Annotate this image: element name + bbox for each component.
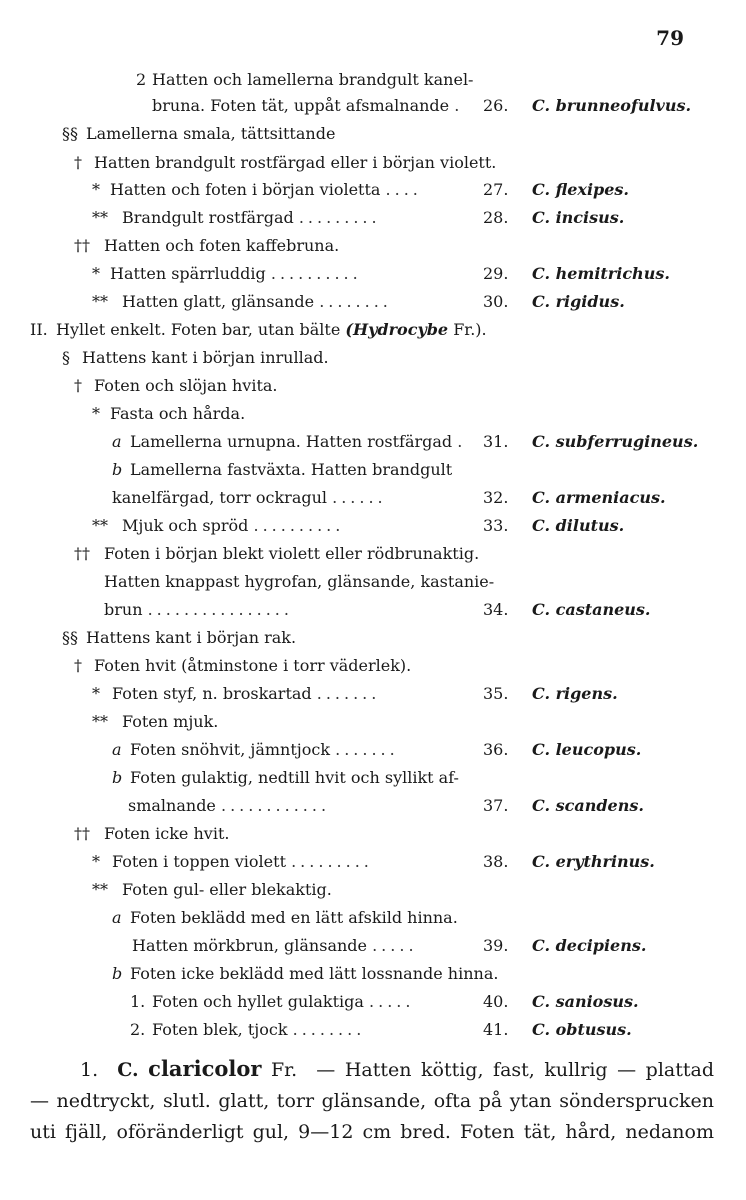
key-row-marker: a	[112, 740, 122, 759]
species-number: 35.	[483, 684, 509, 703]
key-row-text-main: Hattens kant i början inrullad.	[82, 348, 329, 367]
key-row	[0, 484, 746, 512]
key-row	[0, 540, 746, 568]
key-row	[0, 820, 746, 848]
key-row-text-main: Foten hvit (åtminstone i torr väderlek).	[94, 656, 412, 675]
key-row-text	[152, 66, 473, 94]
description-line-3: uti fjäll, oföränderligt gul, 9—12 cm bred. Foten tät, hård, nedanom	[30, 1121, 714, 1143]
key-row	[0, 372, 746, 400]
key-row-text-main: Lamellerna smala, tättsittande	[86, 124, 336, 143]
species-number: 37.	[483, 796, 509, 815]
species-number: 31.	[483, 432, 509, 451]
leader-dots: .....	[369, 992, 415, 1011]
key-row	[0, 120, 746, 148]
species-number: 29.	[483, 264, 509, 283]
key-row-marker: **	[92, 292, 108, 311]
species-number: 28.	[483, 208, 509, 227]
key-row-text	[130, 428, 466, 456]
species-number: 27.	[483, 180, 509, 199]
species-name: C. brunneofulvus.	[532, 96, 692, 115]
key-row-text-main: Foten blek, tjock	[152, 1020, 288, 1039]
key-row	[0, 680, 746, 708]
key-row	[0, 988, 746, 1016]
key-row-marker: 1.	[130, 992, 146, 1011]
key-row	[0, 932, 746, 960]
key-row-text	[122, 288, 392, 316]
leader-dots: ..........	[270, 264, 362, 283]
key-row	[0, 792, 746, 820]
key-row-text-main: Foten mjuk.	[122, 712, 219, 731]
key-row-text-main: Brandgult rostfärgad	[122, 208, 294, 227]
key-row-marker: II.	[30, 320, 48, 339]
description-line-2: — nedtryckt, slutl. glatt, torr glänsande, ofta på ytan söndersprucken	[30, 1090, 714, 1112]
key-row-marker: §§	[62, 628, 78, 647]
key-row-text	[104, 540, 479, 568]
key-row	[0, 316, 746, 344]
leader-dots: .	[457, 432, 467, 451]
key-row	[0, 428, 746, 456]
leader-dots: ............	[221, 796, 331, 815]
species-name: C. scandens.	[532, 796, 644, 815]
leader-dots: ........	[292, 1020, 366, 1039]
key-row	[0, 848, 746, 876]
key-row-text-main: Hatten spärrluddig	[110, 264, 266, 283]
key-row	[0, 400, 746, 428]
key-row	[0, 456, 746, 484]
key-row-marker: 2	[136, 70, 147, 89]
key-row-text-main: Mjuk och spröd	[122, 516, 249, 535]
key-row	[0, 176, 746, 204]
species-number: 40.	[483, 992, 509, 1011]
key-row-text-main: Hatten mörkbrun, glänsande	[132, 936, 367, 955]
key-row-text-main: Foten icke hvit.	[104, 824, 230, 843]
species-number: 33.	[483, 516, 509, 535]
key-row	[0, 149, 746, 177]
key-row-marker: ††	[74, 236, 90, 255]
leader-dots: ....	[385, 180, 422, 199]
key-row-text-main: Foten styf, n. broskartad	[112, 684, 312, 703]
leader-dots: ........	[319, 292, 392, 311]
species-name: C. dilutus.	[532, 516, 625, 535]
species-number: 30.	[483, 292, 509, 311]
key-row-marker: b	[112, 964, 123, 983]
key-row	[0, 1016, 746, 1044]
key-row-text	[130, 736, 399, 764]
leader-dots: .	[454, 96, 464, 115]
species-number: 38.	[483, 852, 509, 871]
key-row-text-main: Hatten och foten i början violetta	[110, 180, 381, 199]
key-row	[0, 624, 746, 652]
key-row-marker: †	[74, 153, 82, 172]
key-row-marker: *	[92, 852, 100, 871]
key-row	[0, 512, 746, 540]
key-row	[0, 764, 746, 792]
description-number: 1.	[80, 1059, 99, 1081]
key-row-text	[112, 680, 380, 708]
species-name: C. leucopus.	[532, 740, 642, 759]
leader-dots: .......	[316, 684, 381, 703]
species-description	[30, 1053, 714, 1148]
key-row-text	[56, 316, 487, 344]
key-row-marker: **	[92, 712, 108, 731]
species-name: C. rigens.	[532, 684, 618, 703]
key-row-text	[112, 484, 387, 512]
key-row-text-main: Hatten och lamellerna brandgult kanel-	[152, 70, 474, 89]
key-row-text-main: Lamellerna fastväxta. Hatten brandgult	[130, 460, 453, 479]
key-row-author: Fr.).	[453, 320, 487, 339]
key-row-text	[86, 624, 296, 652]
key-row-marker: †	[74, 656, 82, 675]
key-row	[0, 260, 746, 288]
species-number: 36.	[483, 740, 509, 759]
key-row-text	[132, 932, 418, 960]
key-row-marker: b	[112, 768, 123, 787]
key-row	[0, 904, 746, 932]
key-row-genus-group: (Hydrocybe	[345, 320, 449, 339]
key-row-marker: *	[92, 180, 100, 199]
species-name: C. incisus.	[532, 208, 625, 227]
species-number: 39.	[483, 936, 509, 955]
key-row-text-main: Foten beklädd med en lätt afskild hinna.	[130, 908, 458, 927]
key-row-text	[122, 708, 218, 736]
key-row-text-main: Fasta och hårda.	[110, 404, 246, 423]
species-name: C. erythrinus.	[532, 852, 655, 871]
key-row-text-main: Foten icke beklädd med lätt lossnande hinna.	[130, 964, 499, 983]
key-row-marker: *	[92, 684, 100, 703]
key-row	[0, 708, 746, 736]
key-row	[0, 92, 746, 120]
species-name: C. rigidus.	[532, 292, 625, 311]
leader-dots: .....	[372, 936, 418, 955]
key-row-marker: ††	[74, 544, 90, 563]
description-author: Fr.	[270, 1059, 298, 1081]
species-number: 26.	[483, 96, 509, 115]
leader-dots: ......	[332, 488, 387, 507]
key-row-text	[110, 260, 362, 288]
key-row-marker: §§	[62, 124, 78, 143]
key-row	[0, 876, 746, 904]
key-row-text-main: Hattens kant i början rak.	[86, 628, 297, 647]
species-number: 32.	[483, 488, 509, 507]
key-row-text-main: kanelfärgad, torr ockragul	[112, 488, 328, 507]
key-row-text	[110, 400, 245, 428]
leader-dots: .........	[298, 208, 381, 227]
description-genus: C.	[117, 1059, 139, 1081]
key-row-text-main: Foten snöhvit, jämntjock	[130, 740, 331, 759]
key-row-text	[152, 988, 414, 1016]
key-row-text	[152, 92, 463, 120]
key-row-text	[130, 764, 459, 792]
key-row-text-main: Hatten glatt, glänsande	[122, 292, 315, 311]
key-row-text-main: Foten i början blekt violett eller rödbrunaktig.	[104, 544, 480, 563]
description-line1-text: — Hatten köttig, fast, kullrig — plattad	[316, 1059, 714, 1081]
key-row-marker: §	[62, 348, 70, 367]
key-row-text	[104, 232, 339, 260]
key-row-text-main: smalnande	[128, 796, 216, 815]
species-name: C. hemitrichus.	[532, 264, 670, 283]
key-row-text-main: Foten och slöjan hvita.	[94, 376, 278, 395]
key-row-text	[112, 848, 373, 876]
key-row-text	[130, 904, 458, 932]
page-number: 79	[656, 26, 684, 50]
key-row-marker: *	[92, 404, 100, 423]
key-row-text	[86, 120, 335, 148]
key-row-text-main: Foten gulaktig, nedtill hvit och syllikt af-	[130, 768, 459, 787]
key-row-text	[104, 596, 293, 624]
leader-dots: .........	[291, 852, 373, 871]
key-row-text-main: Hatten och foten kaffebruna.	[104, 236, 340, 255]
key-row-text-main: Hatten brandgult rostfärgad eller i början violett.	[94, 153, 497, 172]
species-name: C. obtusus.	[532, 1020, 632, 1039]
key-row-text	[94, 372, 278, 400]
key-row-text	[94, 149, 496, 177]
leader-dots: ................	[147, 600, 293, 619]
key-row-marker: b	[112, 460, 123, 479]
key-row-marker: **	[92, 208, 108, 227]
key-row	[0, 204, 746, 232]
key-row-text	[130, 960, 498, 988]
key-row-text	[94, 652, 411, 680]
key-row-marker: ††	[74, 824, 90, 843]
key-row	[0, 596, 746, 624]
key-row	[0, 288, 746, 316]
leader-dots: .......	[335, 740, 399, 759]
key-row-text-main: Foten och hyllet gulaktiga	[152, 992, 364, 1011]
key-row-text-main: bruna. Foten tät, uppåt afsmalnande	[152, 96, 450, 115]
key-row-text-main: Foten gul- eller blekaktig.	[122, 880, 332, 899]
key-row-text	[82, 344, 329, 372]
key-row	[0, 736, 746, 764]
key-row-text	[128, 792, 330, 820]
key-row-text-main: Hyllet enkelt. Foten bar, utan bälte	[56, 320, 341, 339]
key-row	[0, 66, 746, 94]
key-row-text	[122, 204, 381, 232]
key-row-marker: 2.	[130, 1020, 146, 1039]
key-row-marker: **	[92, 516, 108, 535]
key-row-text-main: brun	[104, 600, 143, 619]
description-species: claricolor	[148, 1056, 262, 1081]
species-number: 34.	[483, 600, 509, 619]
key-row-marker: †	[74, 376, 82, 395]
key-row-text	[152, 1016, 365, 1044]
key-row-marker: *	[92, 264, 100, 283]
species-name: C. flexipes.	[532, 180, 629, 199]
species-number: 41.	[483, 1020, 509, 1039]
key-row-text-main: Foten i toppen violett	[112, 852, 286, 871]
description-line-1	[30, 1053, 714, 1086]
key-row	[0, 568, 746, 596]
species-name: C. saniosus.	[532, 992, 639, 1011]
key-row	[0, 960, 746, 988]
species-name: C. castaneus.	[532, 600, 651, 619]
key-row-text-main: Hatten knappast hygrofan, glänsande, kastanie-	[104, 572, 495, 591]
key-row-text	[122, 512, 344, 540]
key-row	[0, 344, 746, 372]
key-row-text	[130, 456, 452, 484]
key-row	[0, 652, 746, 680]
species-name: C. armeniacus.	[532, 488, 666, 507]
leader-dots: ..........	[253, 516, 345, 535]
species-name: C. subferrugineus.	[532, 432, 699, 451]
key-row	[0, 232, 746, 260]
key-row-text	[104, 820, 229, 848]
species-name: C. decipiens.	[532, 936, 647, 955]
key-row-marker: a	[112, 432, 122, 451]
key-row-marker: a	[112, 908, 122, 927]
key-row-text	[104, 568, 494, 596]
key-row-text	[122, 876, 332, 904]
key-row-text-main: Lamellerna urnupna. Hatten rostfärgad	[130, 432, 453, 451]
key-row-text	[110, 176, 422, 204]
key-row-marker: **	[92, 880, 108, 899]
